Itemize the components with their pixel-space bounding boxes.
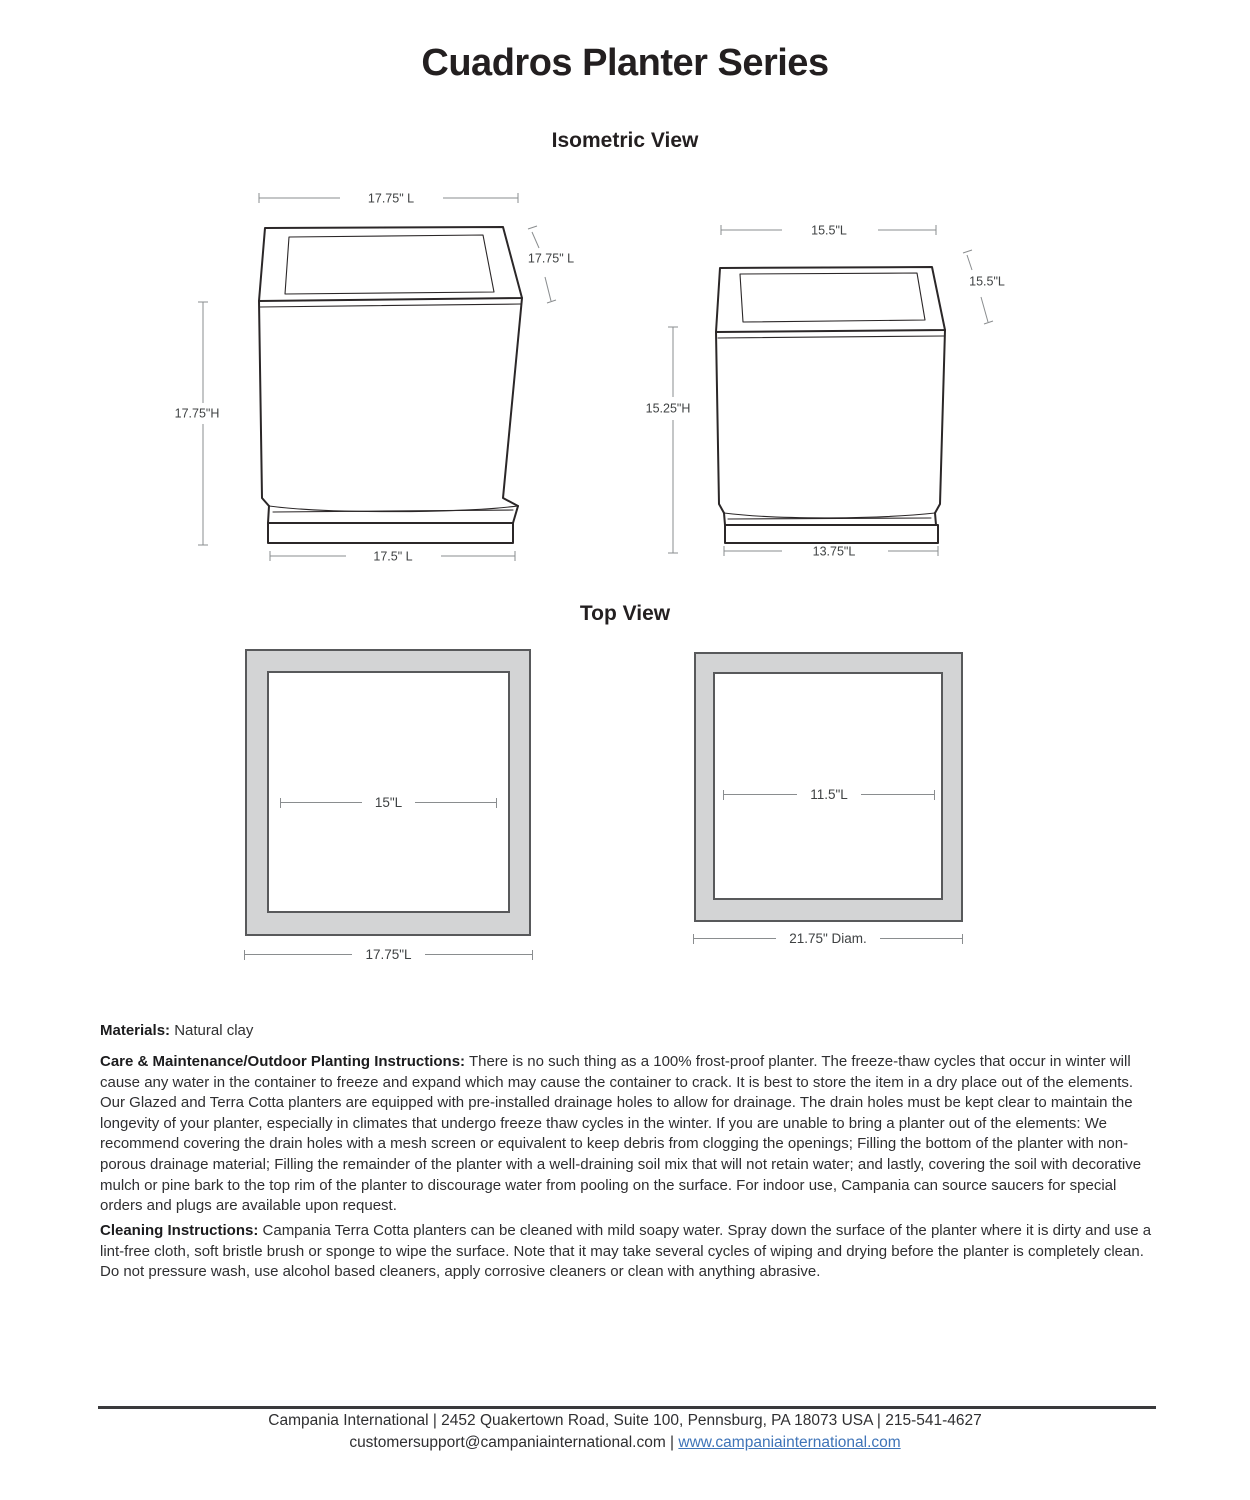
footer-address-line: Campania International | 2452 Quakertown Road, Suite 100, Pennsburg, PA 18073 USA | 215-541-4627	[268, 1412, 982, 1429]
isometric-view-heading: Isometric View	[551, 129, 699, 152]
footer-website-link[interactable]: www.campaniainternational.com	[678, 1433, 901, 1451]
cleaning-label: Cleaning Instructions:	[100, 1222, 259, 1239]
dimension-line	[880, 938, 963, 939]
dimension-line	[280, 802, 362, 803]
topview-outer-large	[245, 649, 531, 936]
footer-divider-rule	[98, 1406, 1156, 1409]
dimension-topview-small-inner	[723, 786, 935, 802]
dimension-label: 17.75"L	[365, 946, 412, 962]
dimension-label-base: 17.5" L	[373, 549, 413, 564]
planter-body-right	[935, 330, 945, 513]
cleaning-paragraph	[100, 1221, 1160, 1283]
dimension-line	[425, 954, 533, 955]
dimension-topview-large-outer	[244, 946, 533, 962]
dimension-line	[244, 954, 352, 955]
dimension-topview-large-inner	[280, 794, 497, 810]
planter-base-flare-left	[268, 506, 269, 523]
footer-contact-line	[0, 1432, 1250, 1454]
materials-value: Natural clay	[174, 1022, 254, 1039]
dimension-label-height: 17.75"H	[174, 406, 220, 421]
planter-body-left	[259, 301, 269, 506]
planter-drawing	[259, 227, 522, 543]
dimension-topview-small-outer	[693, 930, 963, 946]
planter-plinth	[725, 525, 938, 543]
page-title: Cuadros Planter Series	[421, 42, 829, 84]
dimension-lines-height	[668, 327, 678, 553]
topview-inner-large	[267, 671, 510, 913]
planter-base-flare-left	[724, 513, 725, 525]
planter-opening	[285, 235, 494, 294]
planter-base-molding-2	[728, 518, 931, 519]
dimension-lines-height	[198, 302, 208, 545]
dimension-label-top: 15.5"L	[811, 223, 847, 238]
dimension-label-side: 17.75" L	[527, 251, 575, 266]
footer-email: customersupport@campaniainternational.com	[349, 1433, 666, 1451]
dimension-label: 11.5"L	[810, 786, 848, 802]
care-text: There is no such thing as a 100% frost-proof planter. The freeze-thaw cycles that occur in winter will cause any water in the container to freeze and expand which may cause the container to crack. It is best to store the item in a dry place out of the elements. Our Glazed and Terra Cotta planters are equipped with pre-installed drainage holes to allow for drainage. The drain holes must be kept clear to maintain the longevity of your planter, especially in climates that undergo freeze thaw cycles in the winter. If you are unable to bring a planter out of the elements: We recommend covering the drain holes with a mesh screen or equivalent to keep debris from clogging the openings; Filling the bottom of the planter with non-porous drainage material; Filling the remainder of the planter with a well-draining soil mix that will not retain water; and lastly, covering the soil with decorative mulch or pine bark to the top rim of the planter to discourage water from pooling on the surface. For indoor use, Campania can source saucers for special orders and plugs are available upon request.	[100, 1053, 1142, 1215]
footer-separator: |	[670, 1433, 675, 1451]
planter-isometric-small	[630, 190, 1030, 580]
planter-isometric-large	[160, 180, 580, 580]
dimension-label-height: 15.25"H	[645, 401, 691, 416]
dimension-label: 15"L	[374, 794, 403, 810]
care-paragraph	[100, 1052, 1160, 1217]
planter-base-flare-right	[513, 506, 518, 523]
planter-rim-line	[718, 336, 944, 338]
care-label: Care & Maintenance/Outdoor Planting Instructions:	[100, 1053, 466, 1070]
top-view-heading: Top View	[579, 602, 671, 625]
planter-base-flare-right	[935, 513, 936, 525]
dimension-label: 21.75" Diam.	[789, 930, 867, 946]
planter-body-right	[503, 298, 522, 506]
planter-rim-line	[260, 304, 521, 307]
dimension-label-base: 13.75"L	[812, 544, 856, 559]
footer	[0, 1410, 1250, 1453]
planter-drawing	[716, 267, 945, 543]
planter-top-face	[259, 227, 522, 301]
dimension-line	[723, 794, 797, 795]
dimension-label-top: 17.75" L	[367, 191, 415, 206]
planter-base-molding	[724, 513, 935, 518]
dimension-line	[861, 794, 935, 795]
dimension-line	[693, 938, 776, 939]
dimension-label-side: 15.5"L	[969, 274, 1005, 289]
cleaning-text: Campania Terra Cotta planters can be cleaned with mild soapy water. Spray down the surface of the planter where it is dirty and use a lint-free cloth, soft bristle brush or sponge to wipe the surface. Note that it may take several cycles of wiping and drying before the planter is completely clean. Do not pressure wash, use alcohol based cleaners, apply corrosive cleaners or clean with anything abrasive.	[100, 1222, 1152, 1281]
planter-body-left	[716, 332, 724, 513]
materials-line	[100, 1021, 1160, 1042]
planter-plinth	[268, 523, 513, 543]
planter-opening	[740, 273, 925, 322]
dimension-line	[415, 802, 497, 803]
materials-label: Materials:	[100, 1022, 171, 1039]
